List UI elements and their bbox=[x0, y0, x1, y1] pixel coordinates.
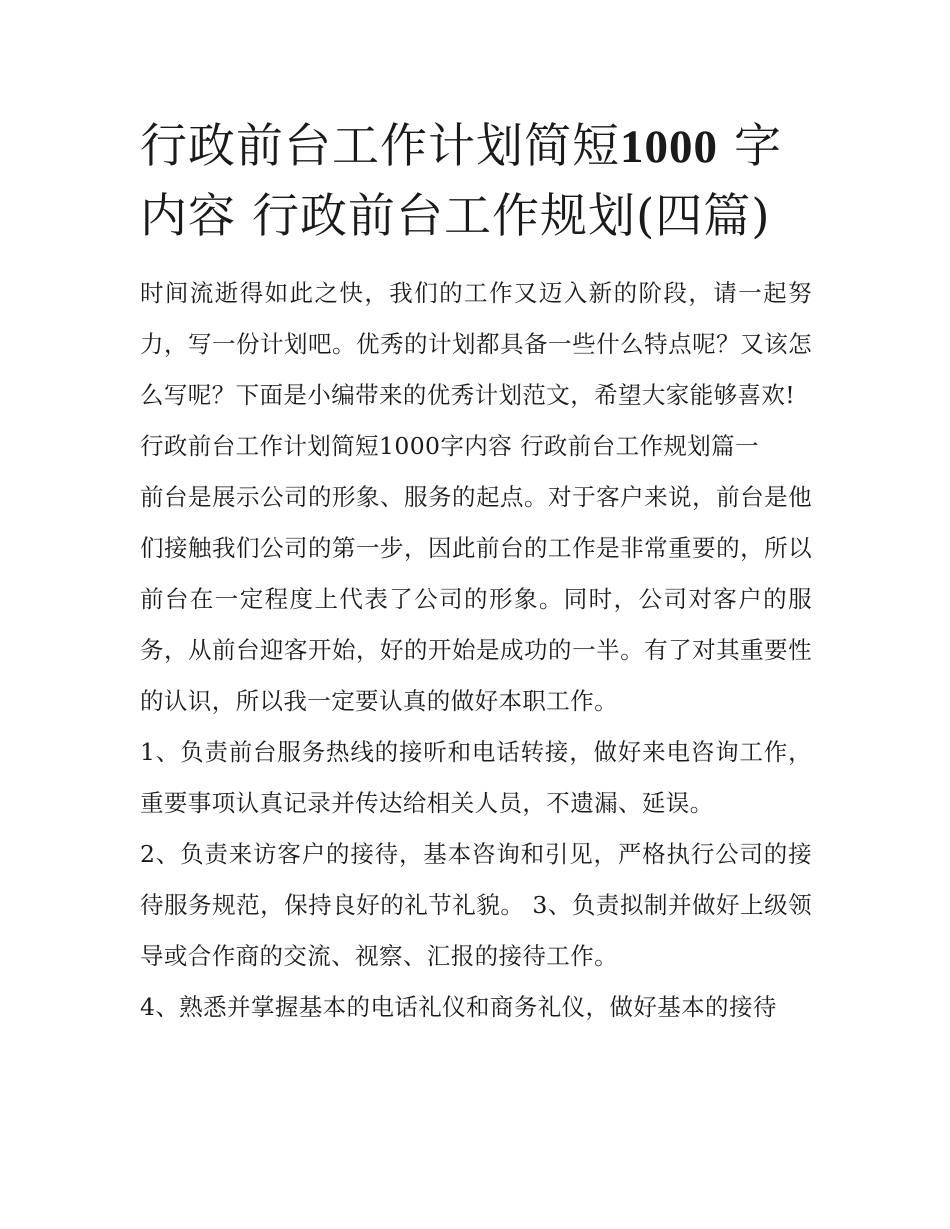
body-paragraph: 前台是展示公司的形象、服务的起点。对于客户来说，前台是他们接触我们公司的第一步，因此前台的工作是非常重要的，所以前台在一定程度上代表了公司的形象。同时，公司对客户的服务，从前台迎客开始，好的开始是成功的一半。有了对其重要性的认识，所以我一定要认真的做好本职工作。 bbox=[140, 483, 812, 715]
title-number: 1000 bbox=[620, 121, 718, 173]
intro-paragraph: 时间流逝得如此之快，我们的工作又迈入新的阶段，请一起努力，写一份计划吧。优秀的计划都具备一些什么特点呢？又该怎么写呢？下面是小编带来的优秀计划范文，希望大家能够喜欢! bbox=[140, 279, 812, 409]
list-item-1: 1、负责前台服务热线的接听和电话转接，做好来电咨询工作，重要事项认真记录并传达给相关人员，不遗漏、延误。 bbox=[140, 738, 812, 817]
document-title bbox=[140, 112, 812, 252]
document-page bbox=[140, 112, 812, 1033]
list-item-2-3: 2、负责来访客户的接待，基本咨询和引见，严格执行公司的接待服务规范，保持良好的礼节礼貌。 3、负责拟制并做好上级领导或合作商的交流、视察、汇报的接待工作。 bbox=[140, 840, 812, 970]
title-text-part2: 字内容 行政前台工作规划(四篇) bbox=[140, 119, 782, 244]
section-heading: 行政前台工作计划简短1000字内容 行政前台工作规划篇一 bbox=[140, 432, 759, 460]
title-text-part1: 行政前台工作计划简短 bbox=[140, 119, 620, 174]
list-item-4: 4、熟悉并掌握基本的电话礼仪和商务礼仪，做好基本的接待 bbox=[140, 993, 777, 1021]
